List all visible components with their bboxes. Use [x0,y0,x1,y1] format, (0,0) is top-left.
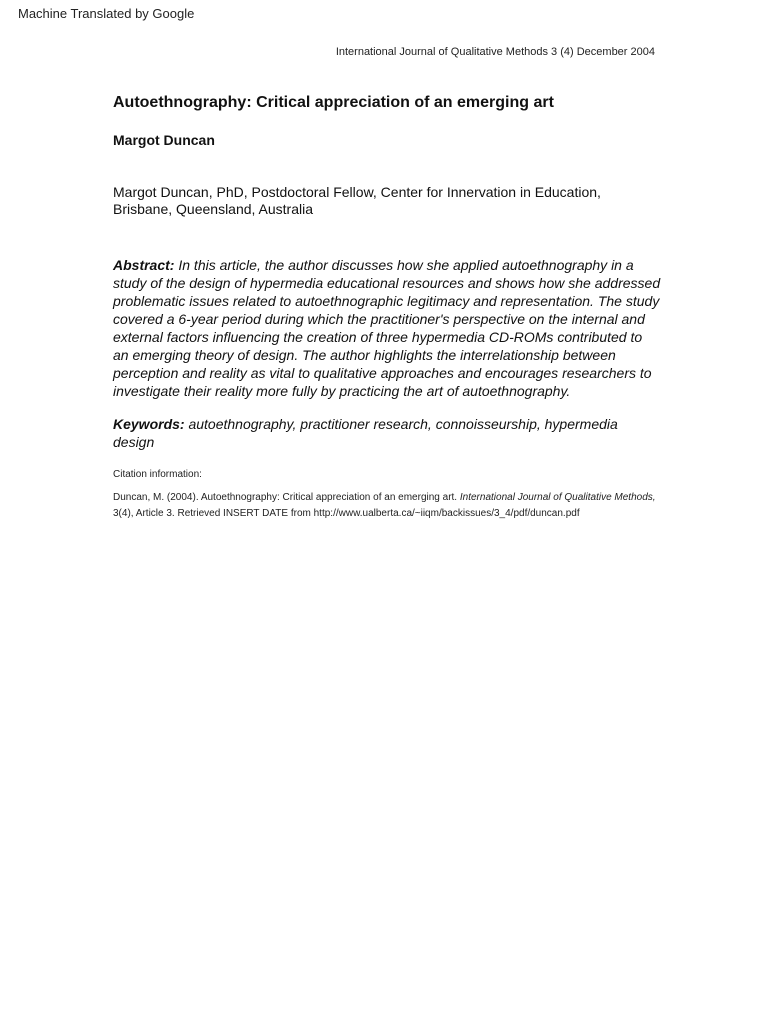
abstract-text: In this article, the author discusses how she applied autoethnography in a study of the design of hypermedia educational resources and shows how she addressed problematic issues related to autoethnographic legitimacy and representation. The study covered a 6-year period during which the practitioner's perspective on the internal and external factors influencing the creation of three hypermedia CD-ROMs contributed to an emerging theory of design. The author highlights the interrelationship between perception and reality as vital to qualitative approaches and encourages researchers to investigate their reality more fully by practicing the art of autoethnography. [113,257,661,399]
citation-prefix: Duncan, M. (2004). Autoethnography: Critical appreciation of an emerging art. [113,492,458,503]
article-front-matter [113,92,661,522]
author-affiliation: Margot Duncan, PhD, Postdoctoral Fellow, Center for Innervation in Education, Brisbane, Queensland, Australia [113,184,601,217]
author-name: Margot Duncan [113,132,215,148]
citation-suffix: 3(4), Article 3. Retrieved INSERT DATE from http://www.ualberta.ca/~iiqm/backissues/3_4/pdf/duncan.pdf [113,508,580,519]
machine-translation-banner: Machine Translated by Google [18,6,195,21]
citation-label: Citation information: [113,469,202,480]
journal-running-head: International Journal of Qualitative Methods 3 (4) December 2004 [335,46,655,58]
abstract [113,256,661,400]
citation-text [113,490,661,522]
keywords [113,415,661,451]
keywords-label: Keywords: [113,416,185,432]
citation-journal: International Journal of Qualitative Methods, [459,492,656,503]
abstract-label: Abstract: [113,257,175,273]
keywords-text: autoethnography, practitioner research, connoisseurship, hypermedia design [113,416,618,450]
article-title: Autoethnography: Critical appreciation of an emerging art [113,94,554,111]
